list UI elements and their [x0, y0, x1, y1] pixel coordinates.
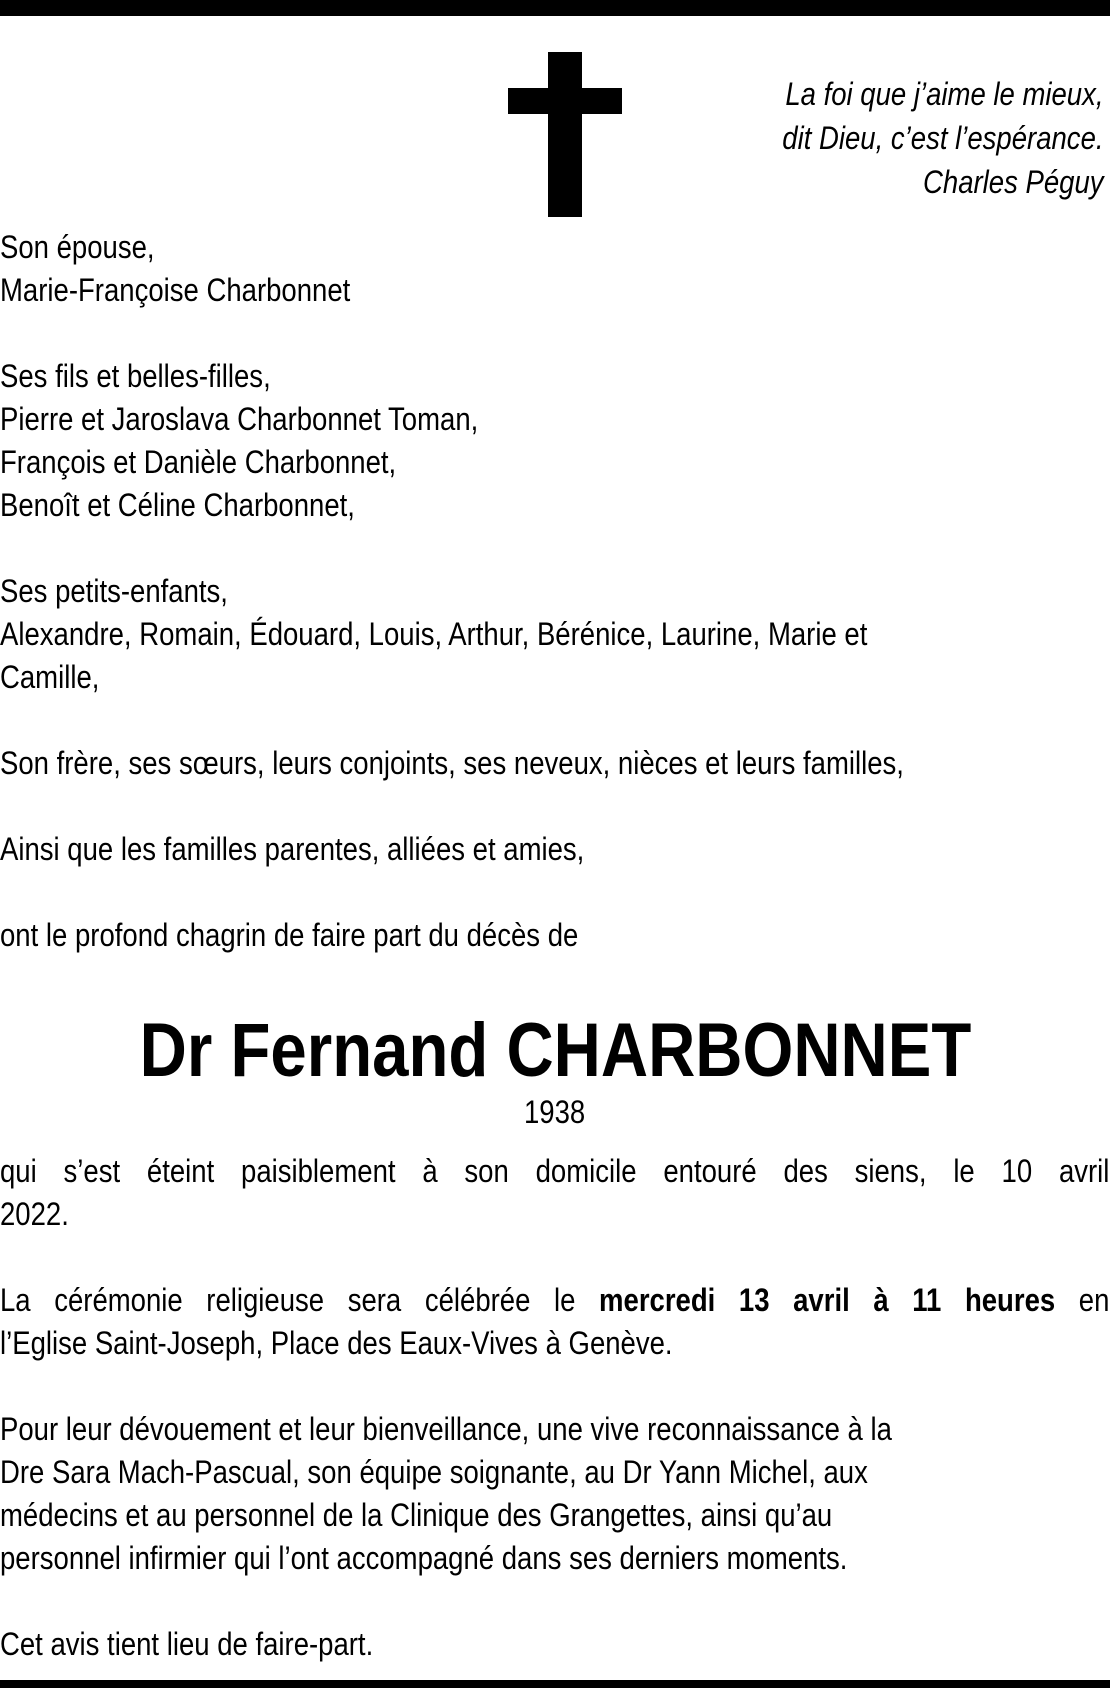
spouse-intro: Son épouse, — [0, 229, 155, 265]
ceremony-line-2: l’Eglise Saint-Joseph, Place des Eaux-Vives à Genève. — [0, 1325, 673, 1361]
deceased-name: Dr Fernand CHARBONNET — [139, 1008, 971, 1093]
thanks-line: personnel infirmier qui l’ont accompagné dans ses derniers moments. — [0, 1540, 848, 1576]
top-border — [0, 0, 1110, 16]
spouse-name: Marie-Françoise Charbonnet — [0, 272, 351, 308]
epigraph-line-1: La foi que j’aime le mieux, — [785, 76, 1104, 112]
relatives-line: Ainsi que les familles parentes, alliées et amies, — [0, 831, 585, 867]
closing-line: Cet avis tient lieu de faire-part. — [0, 1626, 374, 1662]
cross-icon — [508, 52, 622, 217]
death-line-2: 2022. — [0, 1196, 69, 1232]
deceased-years: 1938 — [524, 1094, 586, 1130]
deceased-name-block — [0, 1006, 1110, 1096]
deceased-years-block — [0, 1090, 1110, 1134]
epigraph-author: Charles Péguy — [923, 164, 1104, 200]
notice-details — [0, 1150, 1109, 1666]
grandchildren-names: Alexandre, Romain, Édouard, Louis, Arthur, Bérénice, Laurine, Marie et — [0, 616, 868, 652]
grandchildren-names: Camille, — [0, 659, 100, 695]
ceremony-line-1: La cérémonie religieuse sera célébrée le mercredi 13 avril à 11 heures en — [0, 1282, 1110, 1318]
thanks-line: médecins et au personnel de la Clinique des Grangettes, ainsi qu’au — [0, 1497, 833, 1533]
son-entry: François et Danièle Charbonnet, — [0, 444, 397, 480]
bottom-border — [0, 1680, 1110, 1688]
family-announcement — [0, 226, 1109, 957]
epigraph-line-2: dit Dieu, c’est l’espérance. — [782, 120, 1104, 156]
epigraph-quote — [783, 72, 1104, 204]
ceremony-date-time: mercredi 13 avril à 11 heures — [599, 1282, 1056, 1318]
death-line-1: qui s’est éteint paisiblement à son domicile entouré des siens, le 10 avril — [0, 1153, 1110, 1189]
grandchildren-intro: Ses petits-enfants, — [0, 573, 228, 609]
announcement-line: ont le profond chagrin de faire part du décès de — [0, 917, 579, 953]
son-entry: Benoît et Céline Charbonnet, — [0, 487, 355, 523]
siblings-line: Son frère, ses sœurs, leurs conjoints, ses neveux, nièces et leurs familles, — [0, 745, 904, 781]
son-entry: Pierre et Jaroslava Charbonnet Toman, — [0, 401, 479, 437]
thanks-line: Dre Sara Mach-Pascual, son équipe soignante, au Dr Yann Michel, aux — [0, 1454, 868, 1490]
thanks-line: Pour leur dévouement et leur bienveillance, une vive reconnaissance à la — [0, 1411, 892, 1447]
sons-intro: Ses fils et belles-filles, — [0, 358, 271, 394]
